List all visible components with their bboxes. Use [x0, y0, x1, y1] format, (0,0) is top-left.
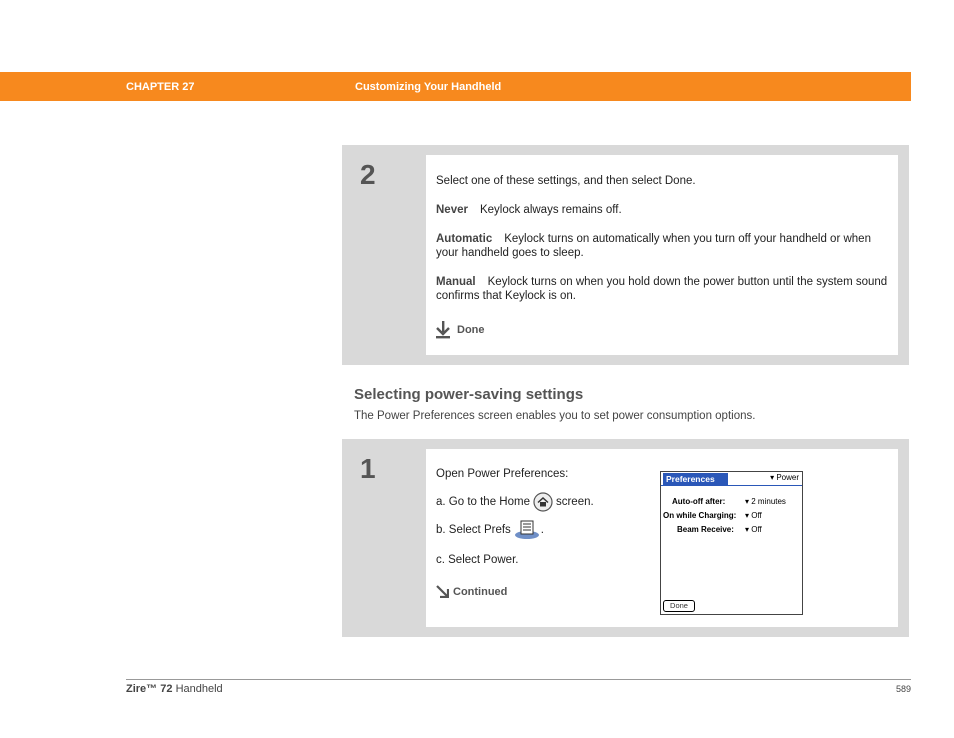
continued-indicator: [436, 585, 507, 598]
step-number: 1: [360, 453, 376, 484]
step-1-box: [342, 439, 909, 637]
chevron-down-icon: ▾: [745, 497, 752, 506]
continued-label: Continued: [453, 585, 508, 598]
power-preferences-screenshot: [660, 471, 803, 615]
step-1-intro: Open Power Preferences:: [436, 468, 569, 480]
arrow-down-right-icon: [436, 585, 449, 598]
palm-title-underline: [661, 485, 802, 486]
step-2-content: [426, 155, 898, 355]
option-desc: Keylock turns on when you hold down the power button until the system sound confirms that Keylock is on.: [436, 276, 888, 302]
substep-c: c. Select Power.: [436, 554, 519, 566]
substep-b: [436, 520, 544, 540]
palm-row-value: [745, 511, 762, 520]
done-label: Done: [457, 324, 485, 336]
palm-row-label: On while Charging:: [663, 511, 737, 520]
chapter-title: Customizing Your Handheld: [355, 81, 502, 93]
chapter-label: CHAPTER 27: [126, 81, 195, 93]
substep-a-suffix: screen.: [555, 496, 594, 508]
option-never: [436, 203, 891, 217]
substep-a: [436, 492, 594, 512]
chevron-down-icon: ▾: [770, 473, 775, 482]
footer-product-suffix: Handheld: [175, 683, 223, 695]
palm-title: Preferences: [663, 473, 728, 485]
option-term: Manual: [436, 276, 476, 288]
palm-done-button: Done: [663, 600, 695, 612]
prefs-icon: [514, 520, 540, 540]
palm-category-label: Power: [776, 473, 799, 482]
section-description: The Power Preferences screen enables you to set power consumption options.: [354, 410, 756, 422]
palm-value-text: Off: [751, 525, 762, 534]
page-number: 589: [895, 684, 911, 694]
option-automatic: [436, 232, 891, 260]
option-desc: Keylock always remains off.: [479, 204, 622, 216]
footer-product: [126, 683, 223, 695]
palm-row-label: Auto-off after:: [672, 497, 726, 506]
option-term: Automatic: [436, 233, 493, 245]
step-1-content: [426, 449, 898, 627]
option-term: Never: [436, 204, 468, 216]
home-icon: [533, 492, 553, 512]
substep-a-text: a. Go to the Home: [436, 496, 530, 508]
section-title: Selecting power-saving settings: [354, 386, 584, 403]
step-2-box: [342, 145, 909, 365]
step-2-intro: Select one of these settings, and then select Done.: [436, 175, 696, 187]
done-indicator: [436, 321, 485, 339]
substep-b-suffix: .: [540, 524, 544, 536]
palm-value-text: Off: [751, 511, 762, 520]
footer-rule: [126, 679, 911, 680]
palm-category: [770, 473, 799, 482]
chevron-down-icon: ▾: [745, 525, 752, 534]
arrow-down-icon: [436, 321, 450, 339]
option-desc: Keylock turns on automatically when you turn off your handheld or when your handheld goes to sleep.: [436, 233, 871, 259]
footer-model: 72: [160, 683, 173, 695]
palm-row-value: [745, 497, 786, 506]
step-number: 2: [360, 159, 376, 190]
palm-row-value: [745, 525, 762, 534]
footer-brand: Zire™: [126, 683, 158, 695]
option-manual: [436, 275, 891, 303]
chevron-down-icon: ▾: [745, 511, 752, 520]
palm-value-text: 2 minutes: [751, 497, 786, 506]
palm-row-label: Beam Receive:: [677, 525, 734, 534]
substep-b-text: b. Select Prefs: [436, 524, 511, 536]
